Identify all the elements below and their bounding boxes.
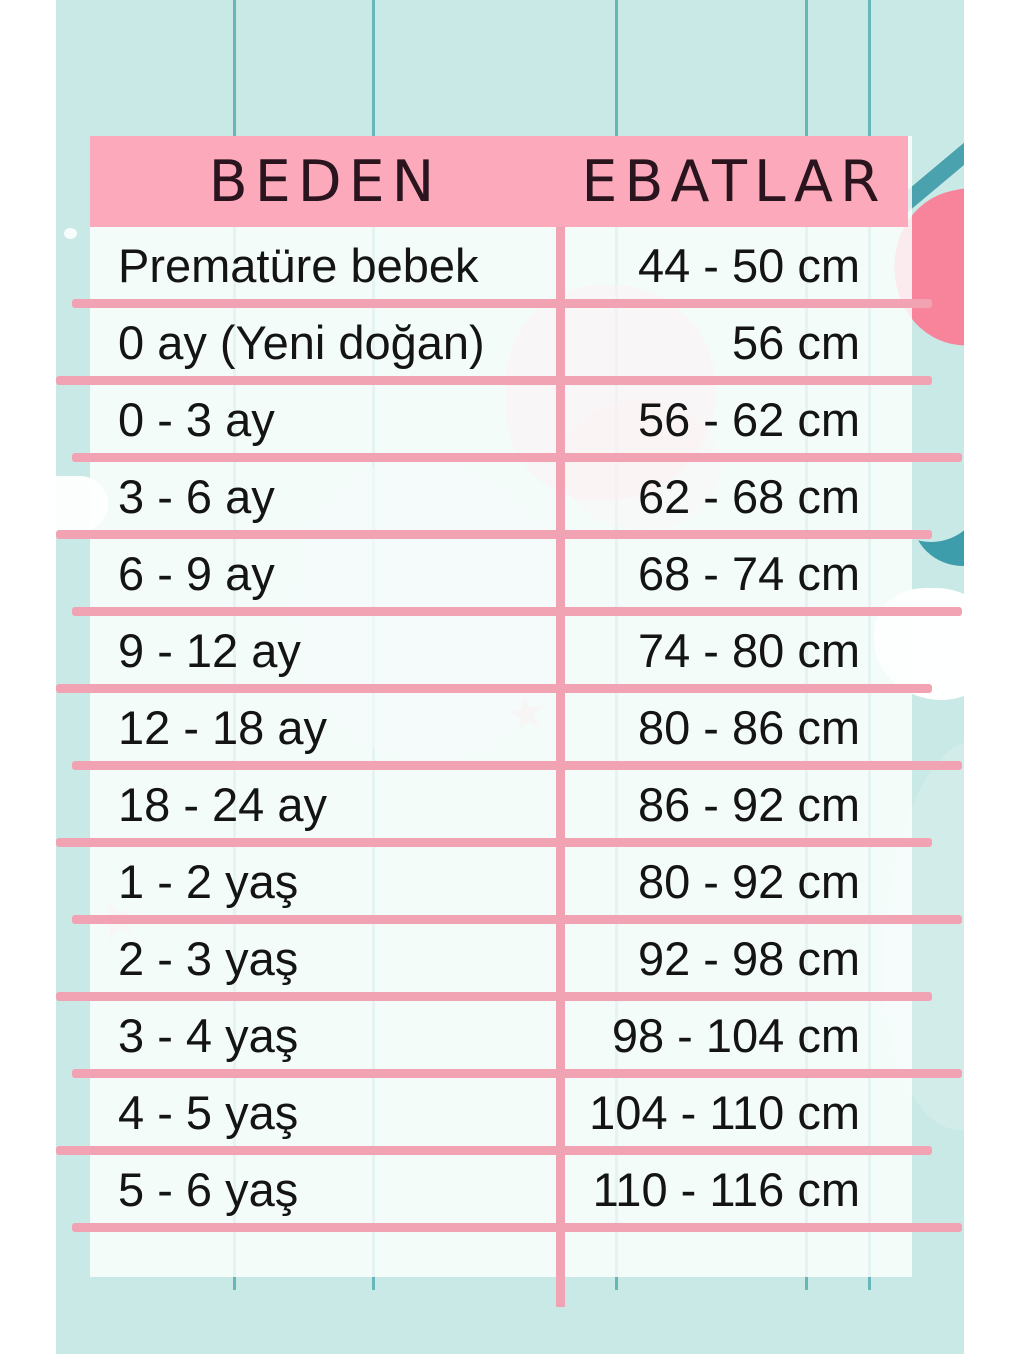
dot-decoration [64,228,77,239]
header-dimensions-label: EBATLAR [581,148,887,215]
row-separator-line [56,376,932,385]
row-separator-line [72,607,962,616]
dimension-cell: 44 - 50 cm [637,239,860,292]
row-separator-line [56,992,932,1001]
table-row [90,997,912,1074]
row-separator-line [72,761,962,770]
size-cell: 12 - 18 ay [118,701,328,754]
row-separator-line [72,453,962,462]
size-chart-scene [56,0,964,1354]
dimension-cell: 68 - 74 cm [637,547,860,600]
header-size-label: BEDEN [208,148,442,215]
size-cell: 6 - 9 ay [118,547,275,600]
dimension-cell: 92 - 98 cm [637,932,860,985]
row-separator-line [72,915,962,924]
size-cell: 1 - 2 yaş [118,855,299,908]
dimension-cell: 98 - 104 cm [611,1009,860,1062]
table-row [90,766,912,843]
table-header [90,136,908,227]
crescent-moon-decoration [912,468,964,566]
table-row [90,227,912,304]
row-separator-line [56,1146,932,1155]
size-cell: 3 - 6 ay [118,470,275,523]
table-row [90,1074,912,1151]
size-cell: 0 - 3 ay [118,393,275,446]
table-row [90,843,912,920]
table-row [90,458,912,535]
dimension-cell: 104 - 110 cm [589,1086,860,1139]
row-separator-line [72,1069,962,1078]
table-row [90,304,912,381]
row-separator-line [56,684,932,693]
size-cell: 18 - 24 ay [118,778,328,831]
dimension-cell: 56 - 62 cm [637,393,860,446]
row-separator-line [56,838,932,847]
row-separator-line [72,299,932,308]
dimension-cell: 80 - 86 cm [637,701,860,754]
dimension-cell: 86 - 92 cm [637,778,860,831]
table-row [90,535,912,612]
dimension-cell: 74 - 80 cm [637,624,860,677]
table-row [90,689,912,766]
size-cell: Prematüre bebek [118,239,479,292]
dimension-cell: 62 - 68 cm [637,470,860,523]
table-row [90,920,912,997]
table-row [90,1151,912,1228]
row-separator-line [56,530,932,539]
dimension-cell: 80 - 92 cm [637,855,860,908]
size-cell: 9 - 12 ay [118,624,301,677]
size-cell: 5 - 6 yaş [118,1163,299,1216]
size-cell: 3 - 4 yaş [118,1009,299,1062]
table-row [90,612,912,689]
size-cell: 0 ay (Yeni doğan) [118,316,485,369]
dimension-cell: 110 - 116 cm [592,1163,860,1216]
dimension-cell: 56 cm [732,316,860,369]
row-separator-line [72,1223,962,1232]
size-cell: 2 - 3 yaş [118,932,299,985]
column-divider-line [556,227,565,1307]
size-cell: 4 - 5 yaş [118,1086,299,1139]
table-row [90,381,912,458]
